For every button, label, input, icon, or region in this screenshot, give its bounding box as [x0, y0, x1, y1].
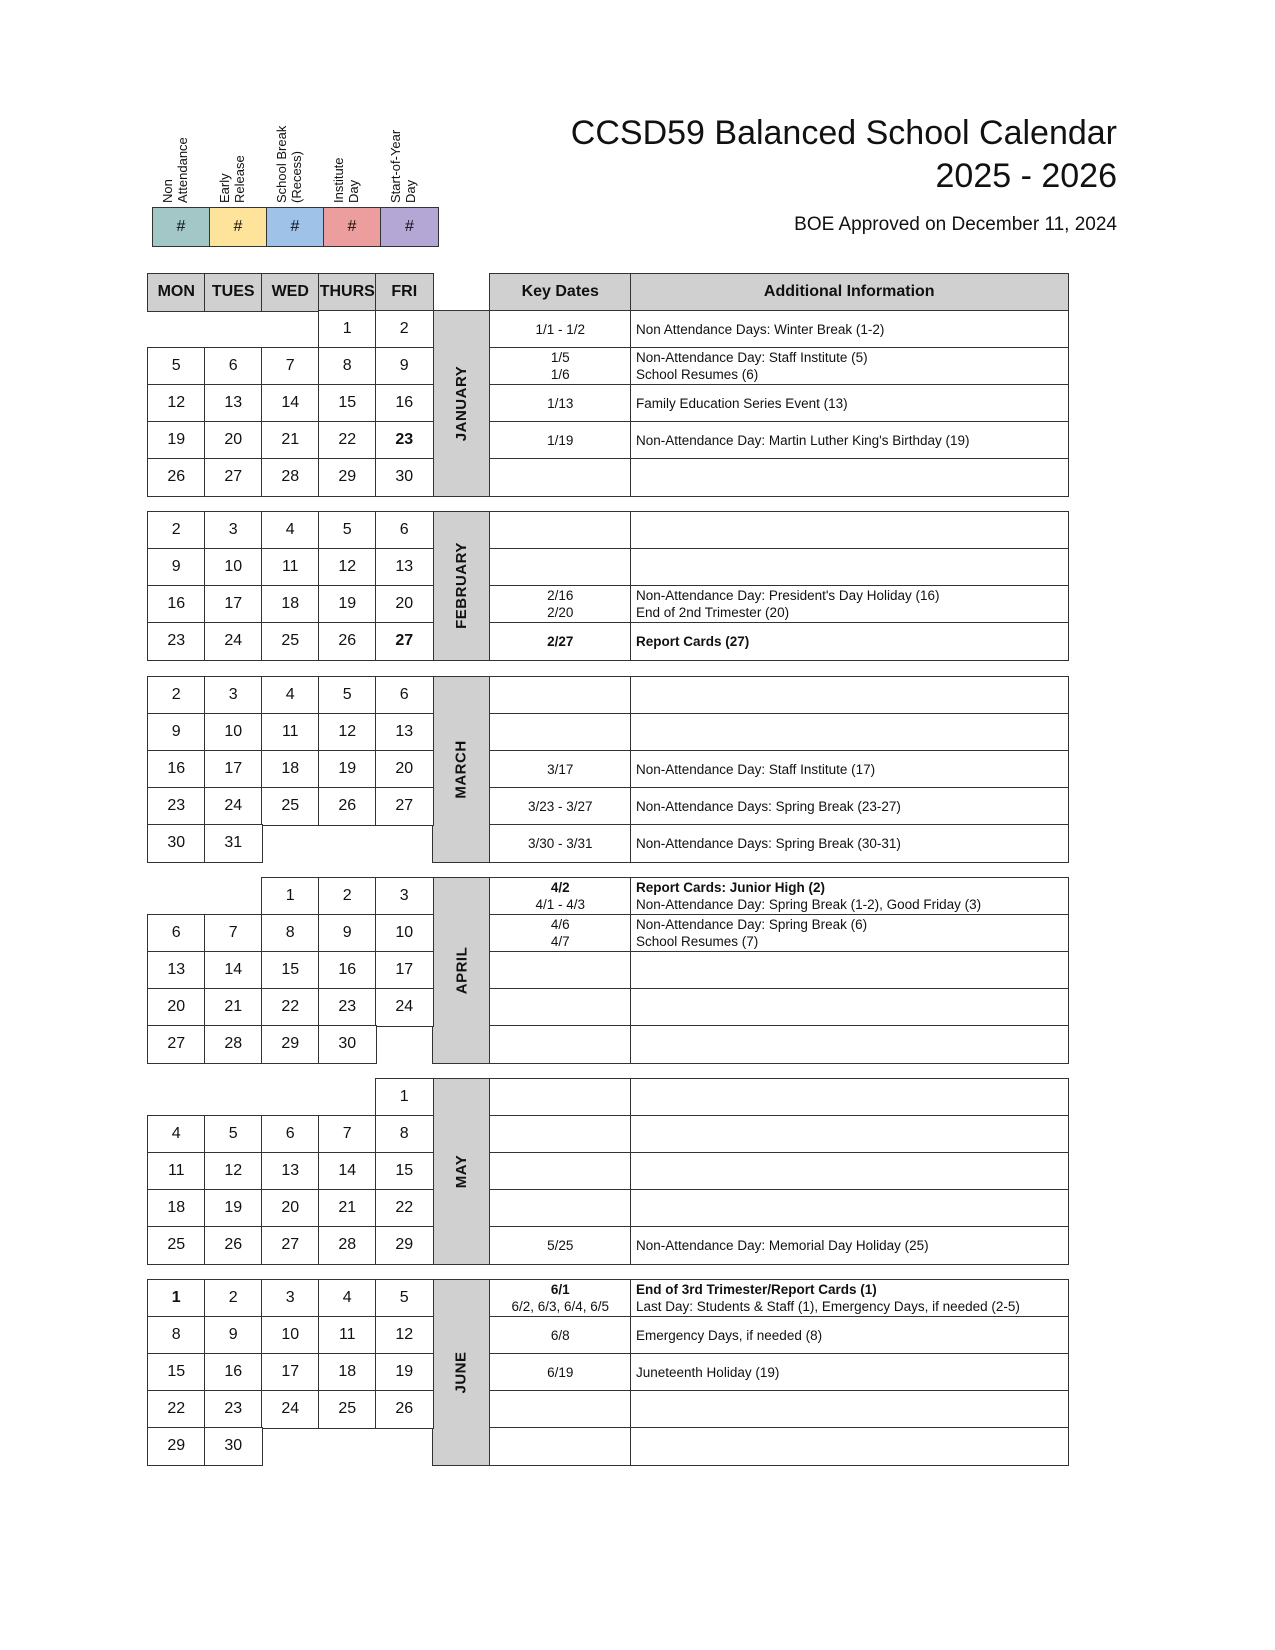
additional-info-cell — [630, 1353, 1069, 1392]
day-cell: 2 — [147, 511, 206, 550]
additional-info-cell — [630, 384, 1069, 423]
additional-info-cell — [630, 1152, 1069, 1191]
additional-info-cell — [630, 622, 1069, 661]
day-cell: 1 — [261, 877, 320, 916]
day-cell: 11 — [318, 1316, 377, 1355]
key-dates-cell — [489, 1152, 632, 1191]
key-dates-cell — [489, 310, 632, 349]
day-cell: 29 — [375, 1226, 434, 1265]
day-cell: 9 — [375, 347, 434, 386]
key-dates-cell — [489, 585, 632, 624]
additional-info-cell — [630, 511, 1069, 550]
additional-info-cell — [630, 1078, 1069, 1117]
day-cell: 10 — [261, 1316, 320, 1355]
day-cell: 25 — [261, 622, 320, 661]
day-cell: 15 — [147, 1353, 206, 1392]
key-date-text: 1/1 - 1/2 — [535, 321, 586, 337]
key-dates-cell — [489, 421, 632, 460]
additional-info-cell — [630, 1115, 1069, 1154]
additional-info-cell — [630, 914, 1069, 953]
additional-info-cell — [630, 877, 1069, 916]
additional-info-cell — [630, 458, 1069, 497]
day-cell: 5 — [318, 511, 377, 550]
day-cell: 2 — [204, 1279, 263, 1318]
day-cell: 21 — [204, 988, 263, 1027]
legend-swatch: # — [210, 208, 267, 246]
day-cell: 5 — [318, 676, 377, 715]
day-cell: 12 — [375, 1316, 434, 1355]
day-cell: 1 — [318, 310, 377, 349]
day-cell: 13 — [147, 951, 206, 990]
month-name: MARCH — [452, 740, 470, 799]
day-cell: 24 — [261, 1390, 320, 1429]
day-cell: 20 — [375, 750, 434, 789]
info-text: Non-Attendance Day: Martin Luther King's Birthday (19) — [636, 432, 970, 448]
day-cell: 21 — [318, 1189, 377, 1228]
info-text: Juneteenth Holiday (19) — [636, 1364, 780, 1380]
day-cell: 16 — [147, 585, 206, 624]
additional-info-cell — [630, 676, 1069, 715]
day-cell: 6 — [375, 676, 434, 715]
day-cell: 23 — [204, 1390, 263, 1429]
day-cell: 28 — [318, 1226, 377, 1265]
month-label — [432, 310, 491, 497]
day-cell: 7 — [318, 1115, 377, 1154]
additional-info-cell — [630, 347, 1069, 386]
key-date-text: 6/8 — [550, 1327, 570, 1343]
key-dates-cell — [489, 787, 632, 826]
info-text: Non-Attendance Day: Staff Institute (5) — [636, 350, 868, 366]
day-cell: 3 — [204, 676, 263, 715]
day-cell: 15 — [261, 951, 320, 990]
legend-label: Early Release — [217, 155, 247, 203]
info-text: Non-Attendance Days: Spring Break (30-31) — [636, 835, 901, 851]
info-text: Last Day: Students & Staff (1), Emergency Days, if needed (2-5) — [636, 1299, 1020, 1315]
additional-info-cell — [630, 585, 1069, 624]
key-dates-cell — [489, 1353, 632, 1392]
day-cell: 22 — [318, 421, 377, 460]
day-cell: 18 — [318, 1353, 377, 1392]
day-cell: 11 — [147, 1152, 206, 1191]
month-label — [432, 511, 491, 661]
day-cell: 19 — [318, 750, 377, 789]
day-cell: 9 — [204, 1316, 263, 1355]
day-cell: 30 — [375, 458, 434, 497]
day-cell: 20 — [375, 585, 434, 624]
info-text: End of 3rd Trimester/Report Cards (1) — [636, 1282, 877, 1298]
day-cell: 17 — [375, 951, 434, 990]
additional-info-cell — [630, 1025, 1069, 1064]
month-label — [432, 1279, 491, 1466]
legend-swatches — [152, 207, 439, 247]
day-cell: 20 — [261, 1189, 320, 1228]
key-date-text: 6/2, 6/3, 6/4, 6/5 — [511, 1299, 610, 1315]
info-text: Non-Attendance Day: Spring Break (1-2), Good Friday (3) — [636, 897, 982, 913]
day-cell: 5 — [147, 347, 206, 386]
additional-info-cell — [630, 1189, 1069, 1228]
day-cell: 18 — [261, 585, 320, 624]
month-name: JUNE — [452, 1351, 470, 1394]
day-cell: 31 — [204, 824, 263, 863]
day-header: FRI — [375, 273, 434, 312]
info-text: Report Cards: Junior High (2) — [636, 880, 826, 896]
day-cell: 30 — [318, 1025, 377, 1064]
additional-info-cell — [630, 787, 1069, 826]
additional-info-cell — [630, 750, 1069, 789]
key-dates-cell — [489, 384, 632, 423]
month-name: JANUARY — [452, 365, 470, 441]
key-dates-cell — [489, 1427, 632, 1466]
key-date-text: 1/5 — [550, 350, 570, 366]
approval-note: BOE Approved on December 11, 2024 — [794, 214, 1117, 235]
day-cell: 26 — [318, 787, 377, 826]
additional-info-cell — [630, 421, 1069, 460]
day-cell: 2 — [147, 676, 206, 715]
day-header: MON — [147, 273, 206, 312]
info-text: School Resumes (6) — [636, 367, 759, 383]
additional-info-cell — [630, 988, 1069, 1027]
additional-info-header: Additional Information — [630, 273, 1069, 312]
day-cell: 26 — [375, 1390, 434, 1429]
day-cell: 12 — [318, 713, 377, 752]
info-text: School Resumes (7) — [636, 934, 759, 950]
key-date-text: 3/17 — [547, 761, 574, 777]
day-cell: 27 — [147, 1025, 206, 1064]
legend-swatch: # — [153, 208, 210, 246]
day-cell: 23 — [318, 988, 377, 1027]
info-text: Non-Attendance Days: Spring Break (23-27) — [636, 798, 901, 814]
month-name: APRIL — [452, 946, 470, 994]
day-cell: 26 — [318, 622, 377, 661]
info-text: Non-Attendance Day: President's Day Holiday (16) — [636, 588, 940, 604]
key-dates-cell — [489, 676, 632, 715]
day-cell: 12 — [318, 548, 377, 587]
month-name: MAY — [452, 1154, 470, 1188]
day-cell: 17 — [261, 1353, 320, 1392]
day-cell: 15 — [318, 384, 377, 423]
day-cell: 2 — [318, 877, 377, 916]
day-cell: 27 — [375, 787, 434, 826]
day-cell: 27 — [204, 458, 263, 497]
day-cell: 10 — [375, 914, 434, 953]
day-cell: 25 — [261, 787, 320, 826]
day-cell: 28 — [204, 1025, 263, 1064]
day-cell: 19 — [375, 1353, 434, 1392]
day-cell: 22 — [147, 1390, 206, 1429]
key-date-text: 1/19 — [547, 432, 574, 448]
key-dates-cell — [489, 750, 632, 789]
month-label — [432, 877, 491, 1064]
month-label — [432, 676, 491, 863]
day-cell: 6 — [147, 914, 206, 953]
key-date-text: 4/2 — [550, 880, 570, 896]
day-cell: 24 — [375, 988, 434, 1027]
day-cell: 16 — [375, 384, 434, 423]
info-text: Emergency Days, if needed (8) — [636, 1327, 823, 1343]
key-dates-cell — [489, 914, 632, 953]
day-cell: 11 — [261, 713, 320, 752]
day-cell: 13 — [261, 1152, 320, 1191]
additional-info-cell — [630, 548, 1069, 587]
day-cell: 24 — [204, 622, 263, 661]
day-cell: 24 — [204, 787, 263, 826]
day-cell: 21 — [261, 421, 320, 460]
key-dates-cell — [489, 1226, 632, 1265]
key-date-text: 2/16 — [547, 588, 574, 604]
day-cell: 29 — [147, 1427, 206, 1466]
day-cell: 8 — [261, 914, 320, 953]
legend-swatch: # — [381, 208, 438, 246]
info-text: End of 2nd Trimester (20) — [636, 605, 790, 621]
key-dates-cell — [489, 824, 632, 863]
month-name: FEBRUARY — [452, 542, 470, 630]
day-cell: 16 — [147, 750, 206, 789]
day-cell: 16 — [204, 1353, 263, 1392]
additional-info-cell — [630, 1279, 1069, 1318]
day-cell: 26 — [147, 458, 206, 497]
additional-info-cell — [630, 310, 1069, 349]
key-dates-cell — [489, 713, 632, 752]
legend-label: Start-of-Year Day — [388, 129, 418, 203]
day-cell: 9 — [147, 713, 206, 752]
key-date-text: 6/1 — [550, 1282, 570, 1298]
legend-swatch: # — [267, 208, 324, 246]
title-block — [571, 112, 1117, 236]
day-cell: 17 — [204, 750, 263, 789]
key-date-text: 3/30 - 3/31 — [527, 835, 593, 851]
day-cell: 25 — [318, 1390, 377, 1429]
day-header: WED — [261, 273, 320, 312]
day-cell: 4 — [261, 676, 320, 715]
key-dates-cell — [489, 347, 632, 386]
day-cell: 12 — [147, 384, 206, 423]
page-title: CCSD59 Balanced School Calendar — [570, 114, 1117, 152]
key-dates-cell — [489, 1189, 632, 1228]
info-text: Non-Attendance Day: Memorial Day Holiday (25) — [636, 1237, 929, 1253]
day-cell: 18 — [261, 750, 320, 789]
day-cell: 13 — [204, 384, 263, 423]
key-date-text: 6/19 — [547, 1364, 574, 1380]
day-cell: 19 — [147, 421, 206, 460]
month-label — [432, 1078, 491, 1265]
info-text: Non-Attendance Day: Staff Institute (17) — [636, 761, 876, 777]
day-cell: 10 — [204, 548, 263, 587]
school-year: 2025 - 2026 — [935, 157, 1117, 195]
key-dates-header: Key Dates — [489, 273, 632, 312]
day-cell: 11 — [261, 548, 320, 587]
day-cell: 10 — [204, 713, 263, 752]
day-cell: 30 — [147, 824, 206, 863]
legend-labels — [152, 108, 452, 203]
key-date-text: 5/25 — [547, 1237, 574, 1253]
day-cell: 7 — [204, 914, 263, 953]
day-header: TUES — [204, 273, 263, 312]
day-cell: 12 — [204, 1152, 263, 1191]
day-cell: 13 — [375, 548, 434, 587]
day-cell: 3 — [204, 511, 263, 550]
info-text: Non-Attendance Day: Spring Break (6) — [636, 917, 868, 933]
day-cell: 5 — [204, 1115, 263, 1154]
day-cell: 30 — [204, 1427, 263, 1466]
legend-swatch: # — [324, 208, 381, 246]
day-cell: 14 — [204, 951, 263, 990]
day-cell: 25 — [147, 1226, 206, 1265]
key-date-text: 4/1 - 4/3 — [535, 897, 586, 913]
day-cell: 8 — [318, 347, 377, 386]
additional-info-cell — [630, 713, 1069, 752]
day-cell: 27 — [375, 622, 434, 661]
day-cell: 19 — [204, 1189, 263, 1228]
key-date-text: 2/27 — [547, 633, 574, 649]
additional-info-cell — [630, 1427, 1069, 1466]
day-cell: 9 — [147, 548, 206, 587]
day-cell: 2 — [375, 310, 434, 349]
additional-info-cell — [630, 1226, 1069, 1265]
day-cell: 26 — [204, 1226, 263, 1265]
day-cell: 20 — [204, 421, 263, 460]
day-header: THURS — [318, 273, 377, 312]
key-dates-cell — [489, 1390, 632, 1429]
key-dates-cell — [489, 458, 632, 497]
key-date-text: 1/6 — [550, 367, 570, 383]
info-text: Family Education Series Event (13) — [636, 395, 848, 411]
legend-label: Non Attendance — [160, 137, 190, 203]
day-cell: 6 — [261, 1115, 320, 1154]
day-cell: 6 — [204, 347, 263, 386]
day-cell: 8 — [147, 1316, 206, 1355]
key-date-text: 4/7 — [550, 934, 570, 950]
legend-label: School Break (Recess) — [274, 125, 304, 203]
key-dates-cell — [489, 511, 632, 550]
info-text: Report Cards (27) — [636, 633, 750, 649]
day-cell: 8 — [375, 1115, 434, 1154]
day-cell: 23 — [147, 622, 206, 661]
legend-label: Institute Day — [331, 157, 361, 203]
key-dates-cell — [489, 548, 632, 587]
key-dates-cell — [489, 1078, 632, 1117]
day-cell: 4 — [147, 1115, 206, 1154]
day-cell: 13 — [375, 713, 434, 752]
day-cell: 15 — [375, 1152, 434, 1191]
day-cell: 5 — [375, 1279, 434, 1318]
key-dates-cell — [489, 951, 632, 990]
day-cell: 20 — [147, 988, 206, 1027]
key-dates-cell — [489, 877, 632, 916]
day-cell: 17 — [204, 585, 263, 624]
key-date-text: 1/13 — [547, 395, 574, 411]
day-cell: 22 — [375, 1189, 434, 1228]
day-cell: 18 — [147, 1189, 206, 1228]
day-cell: 29 — [318, 458, 377, 497]
day-cell: 4 — [261, 511, 320, 550]
additional-info-cell — [630, 1316, 1069, 1355]
additional-info-cell — [630, 951, 1069, 990]
key-date-text: 2/20 — [547, 605, 574, 621]
key-date-text: 3/23 - 3/27 — [527, 798, 593, 814]
day-cell: 14 — [261, 384, 320, 423]
day-cell: 28 — [261, 458, 320, 497]
info-text: Non Attendance Days: Winter Break (1-2) — [636, 321, 885, 337]
day-cell: 27 — [261, 1226, 320, 1265]
key-dates-cell — [489, 1025, 632, 1064]
day-cell: 23 — [147, 787, 206, 826]
day-cell: 1 — [375, 1078, 434, 1117]
key-dates-cell — [489, 988, 632, 1027]
day-cell: 23 — [375, 421, 434, 460]
day-cell: 6 — [375, 511, 434, 550]
additional-info-cell — [630, 1390, 1069, 1429]
key-dates-cell — [489, 1115, 632, 1154]
key-date-text: 4/6 — [550, 917, 570, 933]
day-cell: 22 — [261, 988, 320, 1027]
day-cell: 16 — [318, 951, 377, 990]
day-cell: 1 — [147, 1279, 206, 1318]
day-cell: 19 — [318, 585, 377, 624]
day-cell: 3 — [375, 877, 434, 916]
day-cell: 4 — [318, 1279, 377, 1318]
day-cell: 3 — [261, 1279, 320, 1318]
key-dates-cell — [489, 1279, 632, 1318]
day-cell: 7 — [261, 347, 320, 386]
key-dates-cell — [489, 1316, 632, 1355]
day-cell: 29 — [261, 1025, 320, 1064]
additional-info-cell — [630, 824, 1069, 863]
day-cell: 14 — [318, 1152, 377, 1191]
day-cell: 9 — [318, 914, 377, 953]
key-dates-cell — [489, 622, 632, 661]
